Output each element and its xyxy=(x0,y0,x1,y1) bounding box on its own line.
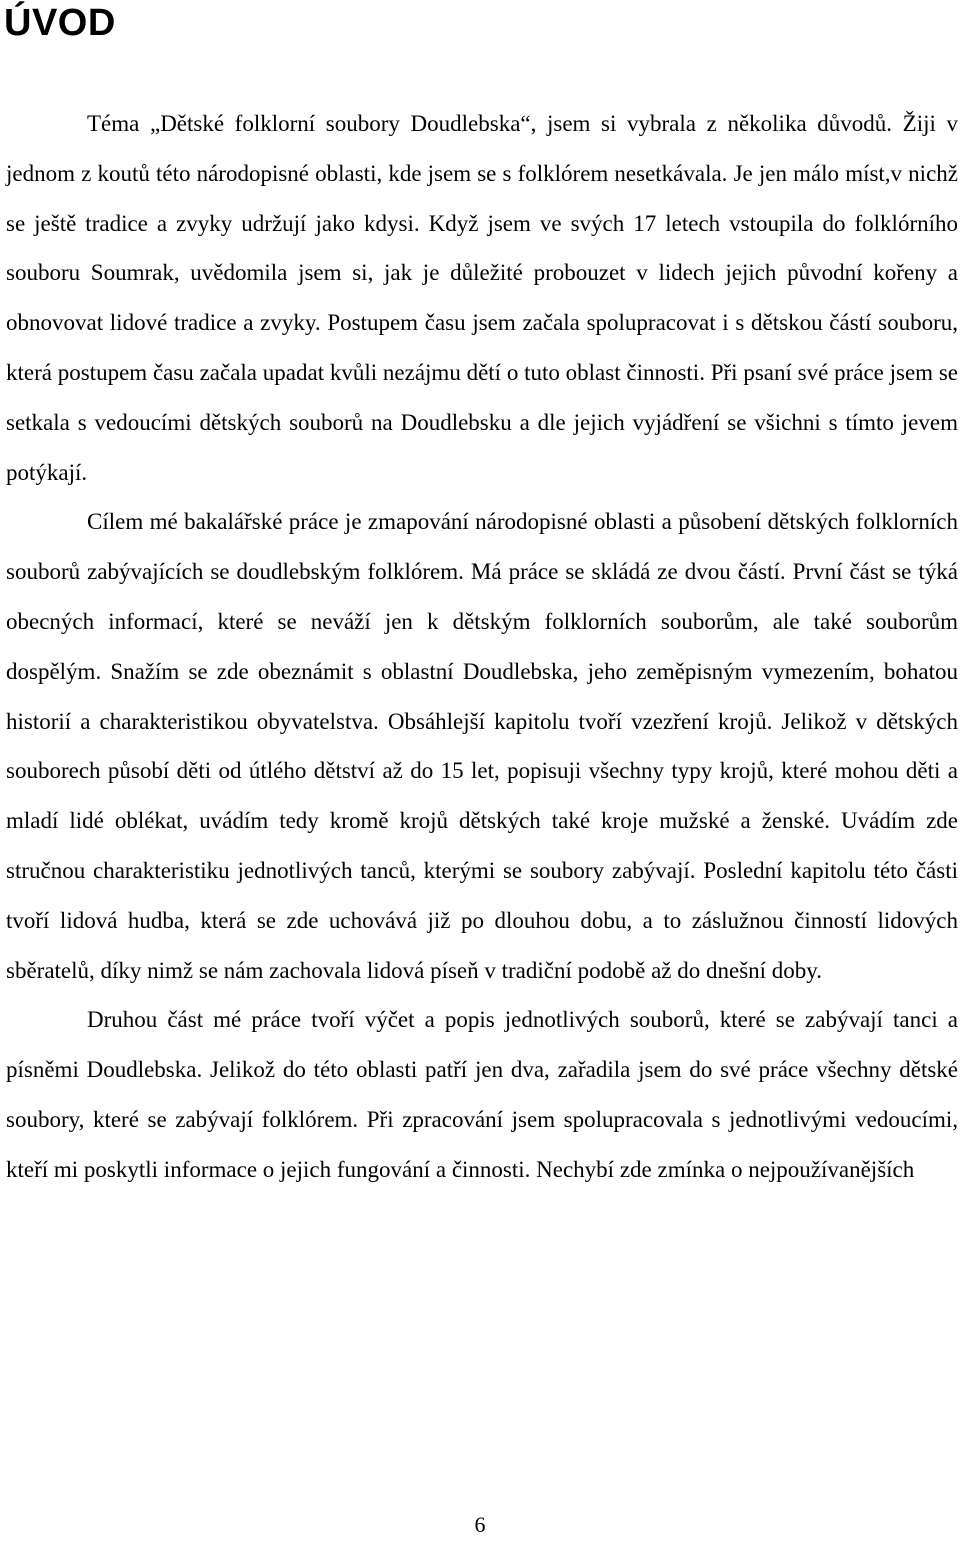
body-text xyxy=(6,99,958,1195)
paragraph-goal-and-structure: Cílem mé bakalářské práce je zmapování národopisné oblasti a působení dětských folklorních souborů zabývajících se doudlebským folklórem. Má práce se skládá ze dvou částí. První část se týká obecných informací, které se neváží jen k dětským folklorních souborům, ale také souborům dospělým. Snažím se zde obeznámit s oblastní Doudlebska, jeho zeměpisným vymezením, bohatou historií a charakteristikou obyvatelstva. Obsáhlejší kapitolu tvoří vzezření krojů. Jelikož v dětských souborech působí děti od útlého dětství až do 15 let, popisuji všechny typy krojů, které mohou děti a mladí lidé oblékat, uvádím tedy kromě krojů dětských také kroje mužské a ženské. Uvádím zde stručnou charakteristiku jednotlivých tanců, kterými se soubory zabývají. Poslední kapitolu této části tvoří lidová hudba, která se zde uchovává již po dlouhou dobu, a to záslužnou činností lidových sběratelů, díky nimž se nám zachovala lidová píseň v tradiční podobě až do dnešní doby. xyxy=(6,509,958,983)
chapter-heading: ÚVOD xyxy=(4,2,116,44)
paragraph-second-part: Druhou část mé práce tvoří výčet a popis jednotlivých souborů, které se zabývají tanci a písněmi Doudlebska. Jelikož do této oblasti patří jen dva, zařadila jsem do své práce všechny dětské soubory, které se zabývají folklórem. Při zpracování jsem spolupracovala s jednotlivými vedoucími, kteří mi poskytli informace o jejich fungování a činnosti. Nechybí zde zmínka o nejpoužívanějších xyxy=(6,1007,958,1182)
paragraph-motivation: Téma „Dětské folklorní soubory Doudlebska“, jsem si vybrala z několika důvodů. Žiji v jednom z koutů této národopisné oblasti, kde jsem se s folklórem nesetkávala. Je jen málo míst,v nichž se ještě tradice a zvyky udržují jako kdysi. Když jsem ve svých 17 letech vstoupila do folklórního souboru Soumrak, uvědomila jsem si, jak je důležité probouzet v lidech jejich původní kořeny a obnovovat lidové tradice a zvyky. Postupem času jsem začala spolupracovat i s dětskou částí souboru, která postupem času začala upadat kvůli nezájmu dětí o tuto oblast činnosti. Při psaní své práce jsem se setkala s vedoucími dětských souborů na Doudlebsku a dle jejich vyjádření se všichni s tímto jevem potýkají. xyxy=(6,111,958,485)
page-number: 6 xyxy=(474,1512,486,1537)
